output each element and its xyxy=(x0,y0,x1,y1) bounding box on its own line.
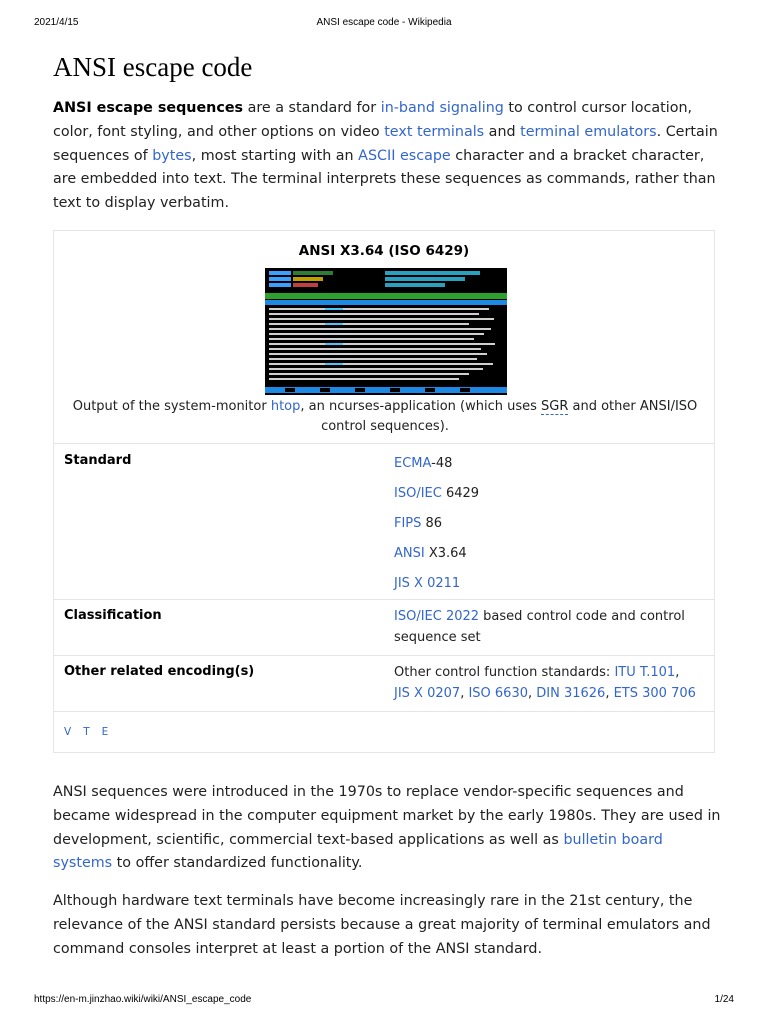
htop-terminal-image xyxy=(265,268,507,395)
intro-text-7: character, are embedded into text. The terminal interprets these sequences as commands, rather than text to display verbatim. xyxy=(53,147,716,212)
link-ascii-escape[interactable]: ASCII escape xyxy=(358,147,451,164)
htop-screenshot[interactable] xyxy=(265,268,507,395)
link-terminal-emulators[interactable]: terminal emulators xyxy=(520,123,657,140)
infobox-row-classification xyxy=(54,599,714,655)
intro-paragraph xyxy=(53,97,725,216)
history-text-2: to offer standardized functionality. xyxy=(112,855,363,872)
link-iso-iec[interactable]: ISO/IEC xyxy=(394,486,442,501)
separator: , xyxy=(605,686,614,701)
intro-text-6: character and a xyxy=(450,147,574,164)
intro-text-4: . Certain sequences of xyxy=(53,123,718,164)
classification-text-1: based xyxy=(479,609,527,624)
link-bulletin-board-systems[interactable]: bulletin board systems xyxy=(53,831,663,872)
infobox-row-related xyxy=(54,655,714,711)
link-jis-x-0211[interactable]: JIS X 0211 xyxy=(394,576,461,591)
intro-text-3: and xyxy=(484,123,521,140)
infobox-title: ANSI X3.64 (ISO 6429) xyxy=(298,243,470,259)
link-din-31626[interactable]: DIN 31626 xyxy=(536,686,606,701)
separator: , xyxy=(675,665,680,680)
bracket-term: bracket xyxy=(573,147,627,164)
relevance-paragraph xyxy=(53,890,725,961)
caption-text-2: , an ncurses-application (which uses xyxy=(300,399,542,414)
related-label: Other related encoding(s) xyxy=(64,664,255,679)
related-value xyxy=(394,662,699,704)
history-text-1: ANSI sequences were introduced in the 1970s to replace vendor-specific sequences and became widespread in the computer equipment market by the early 1980s. They are used in development, scientific, commercial text-based applications as well as xyxy=(53,784,721,848)
view-template-link[interactable]: V xyxy=(64,726,72,738)
caption-text-3: and other ANSI/ISO control sequences). xyxy=(321,399,698,434)
infobox-row-standard xyxy=(54,443,714,599)
separator: , xyxy=(528,686,537,701)
infobox xyxy=(53,230,715,753)
print-page-number: 1/24 xyxy=(714,994,734,1005)
intro-bold-term: ANSI escape sequences xyxy=(53,100,244,116)
relevance-text: Although hardware text terminals have become increasingly rare in the 21st century, the relevance of the ANSI standard persists because a great majority of terminal emulators and command consoles interpret at least a portion of the ANSI standard. xyxy=(53,893,711,957)
intro-text-2: to control cursor location, color, font styling, and other options on video xyxy=(53,100,693,140)
infobox-row-navbox xyxy=(54,711,714,754)
related-text: Other control function standards: xyxy=(394,665,615,680)
link-ansi[interactable]: ANSI xyxy=(394,546,425,561)
standard-item-text: X3.64 xyxy=(424,546,467,561)
standard-item xyxy=(394,453,699,483)
control-code-term: control code xyxy=(526,609,608,624)
vte-links xyxy=(64,726,120,738)
separator: , xyxy=(460,686,469,701)
standard-item-text: 86 xyxy=(421,516,443,531)
standard-item xyxy=(394,513,699,543)
link-fips[interactable]: FIPS xyxy=(394,516,422,531)
link-ecma[interactable]: ECMA xyxy=(394,456,432,471)
link-bytes[interactable]: bytes xyxy=(152,147,192,164)
classification-value xyxy=(394,606,699,648)
classification-label: Classification xyxy=(64,608,162,623)
sgr-abbreviation[interactable]: SGR xyxy=(541,399,569,414)
link-iso-6630[interactable]: ISO 6630 xyxy=(468,686,528,701)
print-url: https://en-m.jinzhao.wiki/wiki/ANSI_escape_code xyxy=(34,994,252,1005)
link-ets-300-706[interactable]: ETS 300 706 xyxy=(613,686,696,701)
link-htop[interactable]: htop xyxy=(270,399,301,414)
standard-item xyxy=(394,483,699,513)
print-date: 2021/4/15 xyxy=(34,17,79,28)
intro-text-5: , most starting with an xyxy=(191,147,359,164)
history-paragraph xyxy=(53,781,725,876)
caption-text-1: Output of the system-monitor xyxy=(72,399,271,414)
standard-values xyxy=(394,453,699,603)
print-page-title: ANSI escape code - Wikipedia xyxy=(316,17,452,28)
infobox-caption xyxy=(64,397,706,437)
link-text-terminals[interactable]: text terminals xyxy=(384,123,485,140)
link-itu-t101[interactable]: ITU T.101 xyxy=(614,665,676,680)
standard-label: Standard xyxy=(64,453,132,468)
standard-item-text: 6429 xyxy=(441,486,480,501)
classification-text-2: and control sequence set xyxy=(394,609,685,645)
standard-item-text: -48 xyxy=(431,456,453,471)
article-title: ANSI escape code xyxy=(53,52,253,82)
standard-item xyxy=(394,543,699,573)
edit-template-link[interactable]: E xyxy=(101,726,109,738)
intro-text-1: are a standard for xyxy=(243,100,381,116)
link-iso-iec-2022[interactable]: ISO/IEC 2022 xyxy=(394,609,480,624)
talk-template-link[interactable]: T xyxy=(83,726,90,738)
link-in-band-signaling[interactable]: in-band signaling xyxy=(380,100,504,116)
link-jis-x-0207[interactable]: JIS X 0207 xyxy=(394,686,461,701)
